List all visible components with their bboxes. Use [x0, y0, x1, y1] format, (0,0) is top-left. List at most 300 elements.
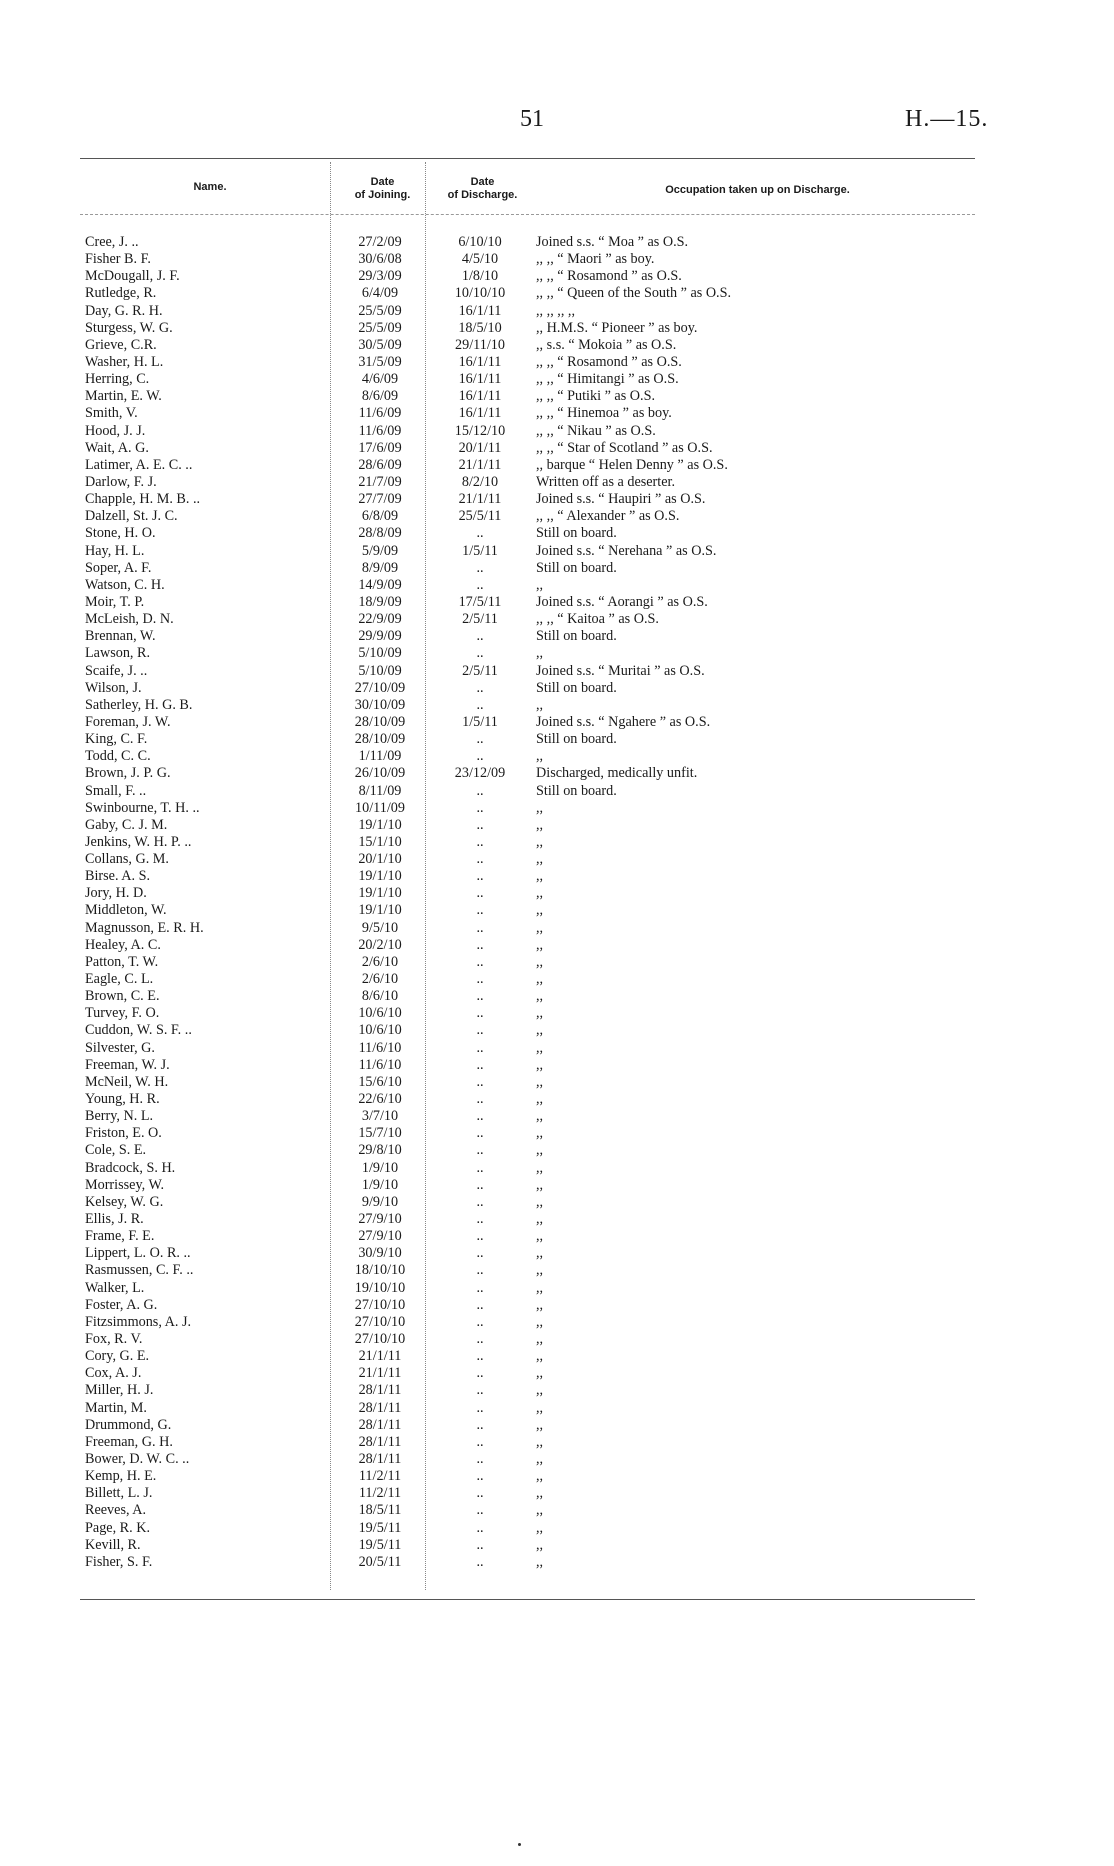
table-row	[0, 525, 1114, 542]
table-row	[0, 1348, 1114, 1365]
occupation-cell: ,,	[536, 1159, 544, 1176]
joined-cell: 20/2/10	[358, 936, 402, 953]
name-cell: Rasmussen, C. F. ..	[85, 1262, 194, 1279]
name-cell: Turvey, F. O.	[85, 1005, 160, 1022]
table-row	[0, 234, 1114, 251]
discharge-cell: ..	[476, 731, 484, 748]
occupation-cell: ,,	[536, 799, 544, 816]
joined-cell: 8/6/09	[361, 388, 399, 405]
occupation-cell: ,,	[536, 936, 544, 953]
name-cell: Sturgess, W. G.	[85, 319, 173, 336]
occupation-cell: ,,	[536, 902, 544, 919]
table-row	[0, 1108, 1114, 1125]
occupation-cell: ,, ,, “ Maori ” as boy.	[536, 251, 655, 268]
occupation-cell: ,,	[536, 1022, 544, 1039]
table-row	[0, 543, 1114, 560]
table-row	[0, 457, 1114, 474]
joined-cell: 15/1/10	[358, 833, 402, 850]
table-row	[0, 1262, 1114, 1279]
occupation-cell: Still on board.	[536, 525, 617, 542]
occupation-cell: ,,	[536, 1039, 544, 1056]
discharge-cell: ..	[476, 645, 484, 662]
occupation-cell: ,,	[536, 1382, 544, 1399]
discharge-cell: ..	[476, 1159, 484, 1176]
table-row	[0, 1485, 1114, 1502]
joined-cell: 11/6/10	[358, 1039, 402, 1056]
table-row	[0, 663, 1114, 680]
discharge-cell: ..	[476, 696, 484, 713]
column-header-joining: Date of Joining.	[354, 176, 411, 201]
table-top-rule	[80, 158, 975, 159]
name-cell: Grieve, C.R.	[85, 336, 157, 353]
joined-cell: 5/10/09	[358, 662, 402, 679]
name-cell: Walker, L.	[85, 1279, 145, 1296]
table-row	[0, 1228, 1114, 1245]
occupation-cell: Still on board.	[536, 559, 617, 576]
name-cell: Healey, A. C.	[85, 936, 161, 953]
occupation-cell: ,, s.s. “ Mokoia ” as O.S.	[536, 336, 677, 353]
name-cell: Hay, H. L.	[85, 542, 145, 559]
discharge-cell: ..	[476, 1039, 484, 1056]
name-cell: Latimer, A. E. C. ..	[85, 456, 193, 473]
name-cell: Frame, F. E.	[85, 1228, 155, 1245]
table-row	[0, 611, 1114, 628]
occupation-cell: ,,	[536, 988, 544, 1005]
table-row	[0, 971, 1114, 988]
document-reference: H.—15.	[905, 106, 989, 132]
name-cell: Silvester, G.	[85, 1039, 155, 1056]
name-cell: Brown, C. E.	[85, 988, 160, 1005]
occupation-cell: Still on board.	[536, 679, 617, 696]
joined-cell: 9/9/10	[361, 1193, 399, 1210]
name-cell: Kevill, R.	[85, 1536, 141, 1553]
discharge-cell: ..	[476, 868, 484, 885]
name-cell: Drummond, G.	[85, 1416, 172, 1433]
name-cell: Fisher, S. F.	[85, 1553, 153, 1570]
joined-cell: 28/1/11	[358, 1399, 402, 1416]
table-row	[0, 851, 1114, 868]
joined-cell: 19/1/10	[358, 902, 402, 919]
discharge-cell: 21/1/11	[458, 456, 502, 473]
name-cell: Gaby, C. J. M.	[85, 816, 168, 833]
occupation-cell: ,,	[536, 851, 544, 868]
discharge-cell: ..	[476, 1091, 484, 1108]
discharge-cell: ..	[476, 799, 484, 816]
table-row	[0, 1245, 1114, 1262]
discharge-cell: ..	[476, 919, 484, 936]
occupation-cell: ,, ,, “ Kaitoa ” as O.S.	[536, 611, 659, 628]
joined-cell: 20/1/10	[358, 851, 402, 868]
joined-cell: 14/9/09	[358, 576, 402, 593]
table-row	[0, 594, 1114, 611]
table-row	[0, 765, 1114, 782]
name-cell: Hood, J. J.	[85, 422, 146, 439]
joined-cell: 5/10/09	[358, 645, 402, 662]
name-cell: Jenkins, W. H. P. ..	[85, 833, 192, 850]
occupation-cell: ,,	[536, 868, 544, 885]
joined-cell: 27/10/10	[354, 1296, 406, 1313]
joined-cell: 28/1/11	[358, 1433, 402, 1450]
discharge-cell: ..	[476, 1211, 484, 1228]
joined-cell: 31/5/09	[358, 353, 402, 370]
joined-cell: 28/6/09	[358, 456, 402, 473]
table-row	[0, 902, 1114, 919]
table-row	[0, 1314, 1114, 1331]
discharge-cell: 8/2/10	[461, 473, 499, 490]
discharge-cell: ..	[476, 885, 484, 902]
name-cell: Brennan, W.	[85, 628, 156, 645]
table-row	[0, 1400, 1114, 1417]
occupation-cell: ,,	[536, 816, 544, 833]
occupation-cell: ,,	[536, 1073, 544, 1090]
name-cell: Friston, E. O.	[85, 1125, 162, 1142]
discharge-cell: ..	[476, 936, 484, 953]
joined-cell: 17/6/09	[358, 439, 402, 456]
discharge-cell: 16/1/11	[458, 302, 502, 319]
table-row	[0, 1297, 1114, 1314]
joined-cell: 27/10/10	[354, 1313, 406, 1330]
name-cell: Cree, J. ..	[85, 234, 139, 250]
table-row	[0, 680, 1114, 697]
occupation-cell: ,,	[536, 953, 544, 970]
discharge-cell: ..	[476, 782, 484, 799]
name-cell: Swinbourne, T. H. ..	[85, 799, 200, 816]
joined-cell: 27/7/09	[358, 491, 402, 508]
name-cell: Brown, J. P. G.	[85, 765, 171, 782]
name-cell: Day, G. R. H.	[85, 302, 163, 319]
discharge-cell: ..	[476, 1176, 484, 1193]
joined-cell: 5/9/09	[361, 542, 399, 559]
occupation-cell: ,,	[536, 1536, 544, 1553]
occupation-cell: ,, H.M.S. “ Pioneer ” as boy.	[536, 319, 698, 336]
discharge-cell: ..	[476, 1262, 484, 1279]
table-row	[0, 1468, 1114, 1485]
occupation-cell: ,,	[536, 833, 544, 850]
discharge-cell: ..	[476, 1553, 484, 1570]
joined-cell: 11/2/11	[358, 1485, 402, 1502]
discharge-cell: ..	[476, 1468, 484, 1485]
table-row	[0, 714, 1114, 731]
discharge-cell: 20/1/11	[458, 439, 502, 456]
discharge-cell: ..	[476, 1399, 484, 1416]
discharge-cell: ..	[476, 953, 484, 970]
discharge-cell: ..	[476, 988, 484, 1005]
name-cell: Freeman, W. J.	[85, 1056, 170, 1073]
joined-cell: 11/6/09	[358, 422, 402, 439]
discharge-cell: ..	[476, 1142, 484, 1159]
name-cell: King, C. F.	[85, 731, 148, 748]
table-row	[0, 251, 1114, 268]
discharge-cell: ..	[476, 1382, 484, 1399]
discharge-cell: ..	[476, 1331, 484, 1347]
discharge-cell: ..	[476, 833, 484, 850]
table-row	[0, 1502, 1114, 1519]
table-row	[0, 1365, 1114, 1382]
table-row	[0, 1074, 1114, 1091]
occupation-cell: ,,	[536, 1142, 544, 1159]
table-row	[0, 371, 1114, 388]
occupation-cell: ,,	[536, 1005, 544, 1022]
table-row	[0, 303, 1114, 320]
table-row	[0, 1434, 1114, 1451]
occupation-cell: ,, ,, “ Star of Scotland ” as O.S.	[536, 439, 713, 456]
joined-cell: 18/10/10	[354, 1262, 406, 1279]
discharge-cell: 17/5/11	[458, 593, 502, 610]
joined-cell: 29/8/10	[358, 1142, 402, 1159]
occupation-cell: ,,	[536, 885, 544, 902]
discharge-cell: 16/1/11	[458, 353, 502, 370]
occupation-cell: ,, ,, “ Himitangi ” as O.S.	[536, 371, 679, 388]
discharge-cell: 18/5/10	[458, 319, 502, 336]
discharge-cell: ..	[476, 1022, 484, 1039]
joined-cell: 1/9/10	[361, 1159, 399, 1176]
name-cell: Kemp, H. E.	[85, 1468, 157, 1485]
joined-cell: 27/9/10	[358, 1228, 402, 1245]
table-row	[0, 1022, 1114, 1039]
discharge-cell: ..	[476, 576, 484, 593]
name-cell: McLeish, D. N.	[85, 611, 174, 628]
name-cell: Watson, C. H.	[85, 576, 165, 593]
joined-cell: 10/6/10	[358, 1005, 402, 1022]
table-row	[0, 628, 1114, 645]
joined-cell: 18/5/11	[358, 1502, 402, 1519]
column-header-discharge: Date of Discharge.	[447, 176, 518, 201]
table-row	[0, 320, 1114, 337]
joined-cell: 8/9/09	[361, 559, 399, 576]
occupation-cell: ,,	[536, 919, 544, 936]
discharge-cell: ..	[476, 1108, 484, 1125]
table-row	[0, 954, 1114, 971]
joined-cell: 26/10/09	[354, 765, 406, 782]
occupation-cell: Joined s.s. “ Nerehana ” as O.S.	[536, 542, 717, 559]
name-cell: Washer, H. L.	[85, 353, 164, 370]
name-cell: Bradcock, S. H.	[85, 1159, 176, 1176]
joined-cell: 8/11/09	[358, 782, 402, 799]
joined-cell: 6/8/09	[361, 508, 399, 525]
occupation-cell: ,,	[536, 1553, 544, 1570]
joined-cell: 11/6/10	[358, 1056, 402, 1073]
joined-cell: 30/6/08	[358, 251, 402, 268]
occupation-cell: Discharged, medically unfit.	[536, 765, 698, 782]
name-cell: Morrissey, W.	[85, 1176, 165, 1193]
occupation-cell: ,,	[536, 645, 544, 662]
name-cell: Fisher B. F.	[85, 251, 151, 268]
occupation-cell: ,,	[536, 1416, 544, 1433]
table-row	[0, 817, 1114, 834]
table-row	[0, 577, 1114, 594]
joined-cell: 28/10/09	[354, 713, 406, 730]
table-row	[0, 388, 1114, 405]
occupation-cell: Still on board.	[536, 782, 617, 799]
table-row	[0, 645, 1114, 662]
occupation-cell: ,,	[536, 1176, 544, 1193]
joined-cell: 19/10/10	[354, 1279, 406, 1296]
occupation-cell: ,,	[536, 1262, 544, 1279]
discharge-cell: 10/10/10	[454, 285, 506, 302]
occupation-cell: ,,	[536, 1125, 544, 1142]
joined-cell: 2/6/10	[361, 971, 399, 988]
name-cell: Cory, G. E.	[85, 1348, 150, 1365]
occupation-cell: ,,	[536, 1211, 544, 1228]
name-cell: Cuddon, W. S. F. ..	[85, 1022, 192, 1039]
table-row	[0, 1211, 1114, 1228]
name-cell: Lawson, R.	[85, 645, 151, 662]
table-row	[0, 474, 1114, 491]
discharge-cell: ..	[476, 1056, 484, 1073]
occupation-cell: ,,	[536, 1468, 544, 1485]
occupation-cell: Still on board.	[536, 628, 617, 645]
table-row	[0, 868, 1114, 885]
table-row	[0, 560, 1114, 577]
table-row	[0, 491, 1114, 508]
occupation-cell: ,,	[536, 1331, 544, 1347]
occupation-cell: ,, ,, “ Queen of the South ” as O.S.	[536, 285, 732, 302]
joined-cell: 18/9/09	[358, 593, 402, 610]
joined-cell: 15/7/10	[358, 1125, 402, 1142]
joined-cell: 30/5/09	[358, 336, 402, 353]
joined-cell: 19/1/10	[358, 885, 402, 902]
joined-cell: 9/5/10	[361, 919, 399, 936]
discharge-cell: ..	[476, 628, 484, 645]
discharge-cell: ..	[476, 816, 484, 833]
joined-cell: 10/11/09	[355, 799, 405, 816]
name-cell: Kelsey, W. G.	[85, 1193, 164, 1210]
joined-cell: 10/6/10	[358, 1022, 402, 1039]
occupation-cell: Joined s.s. “ Ngahere ” as O.S.	[536, 713, 711, 730]
discharge-cell: 2/5/11	[462, 662, 498, 679]
discharge-cell: ..	[476, 1313, 484, 1330]
name-cell: Scaife, J. ..	[85, 662, 148, 679]
discharge-cell: 29/11/10	[455, 336, 505, 353]
joined-cell: 27/9/10	[358, 1211, 402, 1228]
joined-cell: 28/10/09	[354, 731, 406, 748]
occupation-cell: ,,	[536, 1296, 544, 1313]
discharge-cell: ..	[476, 1125, 484, 1142]
occupation-cell: ,,	[536, 1399, 544, 1416]
occupation-cell: ,,	[536, 1279, 544, 1296]
occupation-cell: ,,	[536, 1245, 544, 1262]
occupation-cell: ,,	[536, 1193, 544, 1210]
occupation-cell: ,,	[536, 748, 544, 765]
name-cell: Foster, A. G.	[85, 1296, 158, 1313]
joined-cell: 22/6/10	[358, 1091, 402, 1108]
name-cell: Dalzell, St. J. C.	[85, 508, 178, 525]
occupation-cell: ,,	[536, 1519, 544, 1536]
discharge-cell: ..	[476, 1433, 484, 1450]
table-row	[0, 988, 1114, 1005]
occupation-cell: ,,	[536, 1348, 544, 1365]
cadet-table-body	[0, 234, 1114, 1571]
joined-cell: 28/8/09	[358, 525, 402, 542]
joined-cell: 29/3/09	[358, 268, 402, 285]
joined-cell: 27/10/09	[354, 679, 406, 696]
discharge-cell: ..	[476, 1005, 484, 1022]
discharge-cell: ..	[476, 679, 484, 696]
discharge-cell: ..	[476, 1519, 484, 1536]
table-bottom-rule	[80, 1599, 975, 1600]
discharge-cell: ..	[476, 851, 484, 868]
joined-cell: 8/6/10	[361, 988, 399, 1005]
joined-cell: 30/10/09	[354, 696, 406, 713]
joined-cell: 28/1/11	[358, 1450, 402, 1467]
name-cell: Cole, S. E.	[85, 1142, 147, 1159]
discharge-cell: ..	[476, 559, 484, 576]
table-row	[0, 285, 1114, 302]
occupation-cell: ,,	[536, 1502, 544, 1519]
discharge-cell: 1/5/11	[462, 713, 498, 730]
joined-cell: 27/10/10	[354, 1331, 406, 1347]
scan-speck	[518, 1843, 521, 1846]
occupation-cell: ,,	[536, 1433, 544, 1450]
table-row	[0, 1160, 1114, 1177]
table-row	[0, 1537, 1114, 1554]
occupation-cell: ,, ,, ,, ,,	[536, 302, 576, 319]
joined-cell: 1/9/10	[361, 1176, 399, 1193]
name-cell: Cox, A. J.	[85, 1365, 142, 1382]
name-cell: Billett, L. J.	[85, 1485, 153, 1502]
joined-cell: 2/6/10	[361, 953, 399, 970]
table-row	[0, 508, 1114, 525]
discharge-cell: ..	[476, 1365, 484, 1382]
joined-cell: 25/5/09	[358, 319, 402, 336]
column-header-name: Name.	[193, 181, 227, 193]
name-cell: Fox, R. V.	[85, 1331, 143, 1347]
name-cell: Foreman, J. W.	[85, 713, 171, 730]
joined-cell: 11/2/11	[358, 1468, 402, 1485]
occupation-cell: Joined s.s. “ Moa ” as O.S.	[536, 234, 689, 250]
discharge-cell: ..	[476, 1296, 484, 1313]
table-row	[0, 885, 1114, 902]
occupation-cell: ,, barque “ Helen Denny ” as O.S.	[536, 456, 728, 473]
name-cell: Birse. A. S.	[85, 868, 151, 885]
table-row	[0, 1040, 1114, 1057]
name-cell: Small, F. ..	[85, 782, 147, 799]
occupation-cell: ,, ,, “ Putiki ” as O.S.	[536, 388, 656, 405]
joined-cell: 21/7/09	[358, 473, 402, 490]
name-cell: Magnusson, E. R. H.	[85, 919, 204, 936]
page-number: 51	[520, 106, 544, 132]
occupation-cell: ,,	[536, 1056, 544, 1073]
occupation-cell: Joined s.s. “ Haupiri ” as O.S.	[536, 491, 706, 508]
occupation-cell: Still on board.	[536, 731, 617, 748]
occupation-cell: ,,	[536, 696, 544, 713]
table-row	[0, 268, 1114, 285]
name-cell: Chapple, H. M. B. ..	[85, 491, 201, 508]
joined-cell: 21/1/11	[358, 1348, 402, 1365]
name-cell: Stone, H. O.	[85, 525, 156, 542]
name-cell: Miller, H. J.	[85, 1382, 154, 1399]
discharge-cell: ..	[476, 1279, 484, 1296]
name-cell: Moir, T. P.	[85, 593, 145, 610]
table-row	[0, 1005, 1114, 1022]
name-cell: Fitzsimmons, A. J.	[85, 1313, 192, 1330]
discharge-cell: ..	[476, 902, 484, 919]
joined-cell: 19/5/11	[358, 1536, 402, 1553]
table-row	[0, 1520, 1114, 1537]
discharge-cell: ..	[476, 1228, 484, 1245]
table-row	[0, 405, 1114, 422]
name-cell: Todd, C. C.	[85, 748, 151, 765]
discharge-cell: ..	[476, 525, 484, 542]
name-cell: Berry, N. L.	[85, 1108, 154, 1125]
occupation-cell: ,, ,, “ Rosamond ” as O.S.	[536, 268, 682, 285]
discharge-cell: 1/5/11	[462, 542, 498, 559]
table-row	[0, 783, 1114, 800]
table-row	[0, 1091, 1114, 1108]
name-cell: Wait, A. G.	[85, 439, 149, 456]
joined-cell: 11/6/09	[358, 405, 402, 422]
table-row	[0, 800, 1114, 817]
